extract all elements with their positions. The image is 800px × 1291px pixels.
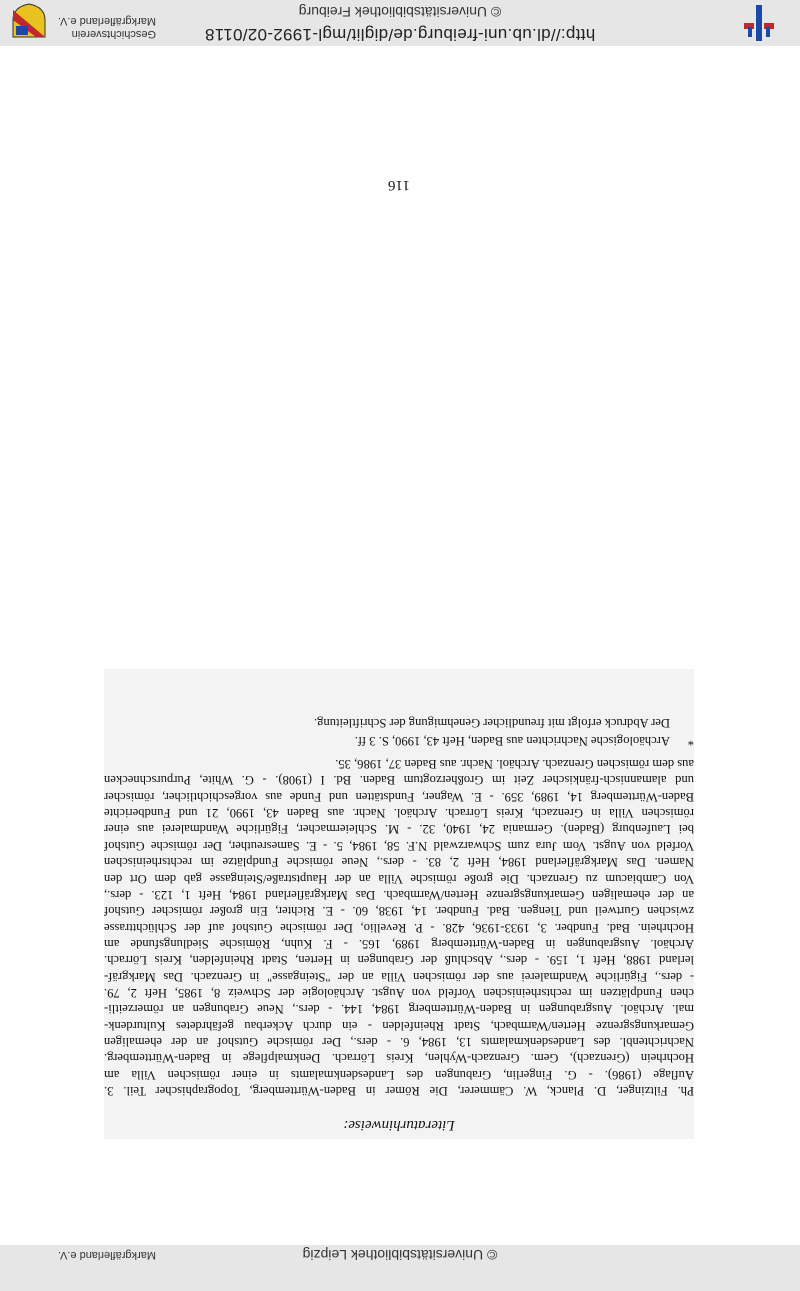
society-name-line-1: Geschichtsverein xyxy=(71,28,156,40)
literature-line: an der ehemaligen Gemarkungsgrenze Herten/Warmbach. Das Markgräflerland 1984, Heft 1, 123. - ders., xyxy=(104,887,694,902)
literature-line: Gemarkungsgrenze Herten/Warmbach, Stadt Rheinfelden - ein durch Ackerbau gefährdetes Kulturdenk- xyxy=(104,1018,694,1033)
footnote xyxy=(104,714,694,750)
literature-line: Hochrhein. Bad. Fundber. 3, 1933-1936, 428. - P. Revellio, Der römische Gutshof auf der Schlüchttrasse xyxy=(104,920,694,935)
footer-copyright: © Universitätsbibliothek Freiburg xyxy=(298,4,502,20)
literature-line: Baden-Württemberg 14, 1989, 359. - E. Wagner, Fundstätten und Funde aus vorgeschichtlicher, römischer xyxy=(104,789,694,804)
header-society xyxy=(6,1225,156,1261)
society-logo xyxy=(6,4,156,40)
footer-bar xyxy=(0,0,800,46)
footnote-marker: * xyxy=(687,733,694,748)
literature-line: Ph. Filtzinger, D. Planck, W. Cämmerer, Die Römer in Baden-Württemberg, Topographischer Teil. 3. xyxy=(104,1084,694,1098)
header-copyright: © Universitätsbibliothek Leipzig xyxy=(302,1247,498,1263)
literature-line: Hochrhein (Grenzach), Gem. Grenzach-Wyhlen, Kreis Lörrach. Denkmalpflege in Baden-Württemberg. xyxy=(104,1051,694,1066)
literature-line: aus dem römischen Grenzach. Archäol. Nachr. aus Baden 37, 1986, 35. xyxy=(335,757,694,772)
page-number: 116 xyxy=(388,177,410,193)
literature-line: mal. Archäol. Ausgrabungen in Baden-Württemberg 1984, 144. - ders., Neue Grabungen an römerzeitli- xyxy=(104,1002,694,1017)
literature-line: Namen. Das Markgräflerland 1984, Heft 2, 83. - ders., Neue römische Fundplätze im rechtsrheinischen xyxy=(104,855,694,870)
literature-line: chen Fundplätzen im rechtsrheinischen Vorfeld von Augst. Archäologie der Schweiz 8, 1985, Heft 2, 79. xyxy=(104,985,694,1000)
document-url[interactable]: http://dl.ub.uni-freiburg.de/diglit/mgl-1992-02/0118 xyxy=(204,25,596,44)
literature-line: Archäol. Ausgrabungen in Baden-Württemberg 1989, 165. - F. Kuhn, Römische Siedlungsfunde am xyxy=(104,936,694,951)
header-society-text: Markgräflerland e.V. xyxy=(57,1249,156,1261)
literature-line: zwischen Gurtweil und Tiengen. Bad. Fundber. 14, 1938, 60. - E. Richter, Ein großer römischer Gutshof xyxy=(104,904,694,919)
literature-line: und alamannisch-fränkischer Zeit im Großherzogtum Baden. Bd. I (1908). - G. White, Purpurschnecken xyxy=(104,773,694,788)
literature-line: lerland 1988, Heft 1, 159. - ders., Abschluß der Grabungen in Herten, Stadt Rheinfelden, Kreis Lörrach. xyxy=(104,953,694,968)
literature-line: Von Cambiacum zu Grenzach. Die große römische Villa an der Hauptstraße/Steingasse gab dem Ort den xyxy=(104,871,694,886)
literature-line: bei Laufenburg (Baden). Germania 24, 1940, 32. - M. Schleiermacher, Figürliche Wandmalerei aus einer xyxy=(104,822,694,837)
society-name-line-2: Markgräflerland e.V. xyxy=(57,15,156,27)
footnote-line-2: Der Abdruck erfolgt mit freundlicher Genehmigung der Schriftleitung. xyxy=(313,715,670,730)
literature-line: römischen Villa in Grenzach, Kreis Lörrach. Archäol. Nachr. aus Baden 43, 1990, 21 und Fundberichte xyxy=(104,806,694,821)
coat-of-arms-icon xyxy=(10,2,48,40)
literature-line: - ders., Figürliche Wandmalerei aus der römischen Villa an der "Steingasse" in Grenzach. Das Markgräf- xyxy=(104,969,694,984)
header-bar-cut xyxy=(0,1245,800,1291)
literature-line: Auflage (1986). - G. Fingerlin, Grabungen des Landesdenkmalamts in einer römischen Villa am xyxy=(104,1067,694,1082)
literature-line: Vorfeld von Augst. Vom Jura zum Schwarzwald N.F. 58, 1984, 5. - E. Samesreuther, Der römische Gutshof xyxy=(104,838,694,853)
literature-line: Nachrichtenbl. des Landesdenkmalamts 13, 1984, 6. - ders., Der römische Gutshof an der ehemaligen xyxy=(104,1034,694,1049)
literature-body xyxy=(104,756,694,1099)
footnote-line-1: Archäologische Nachrichten aus Baden, Heft 43, 1990, S. 3 ff. xyxy=(354,733,670,748)
literature-heading: Literaturhinweise: xyxy=(343,1117,455,1133)
